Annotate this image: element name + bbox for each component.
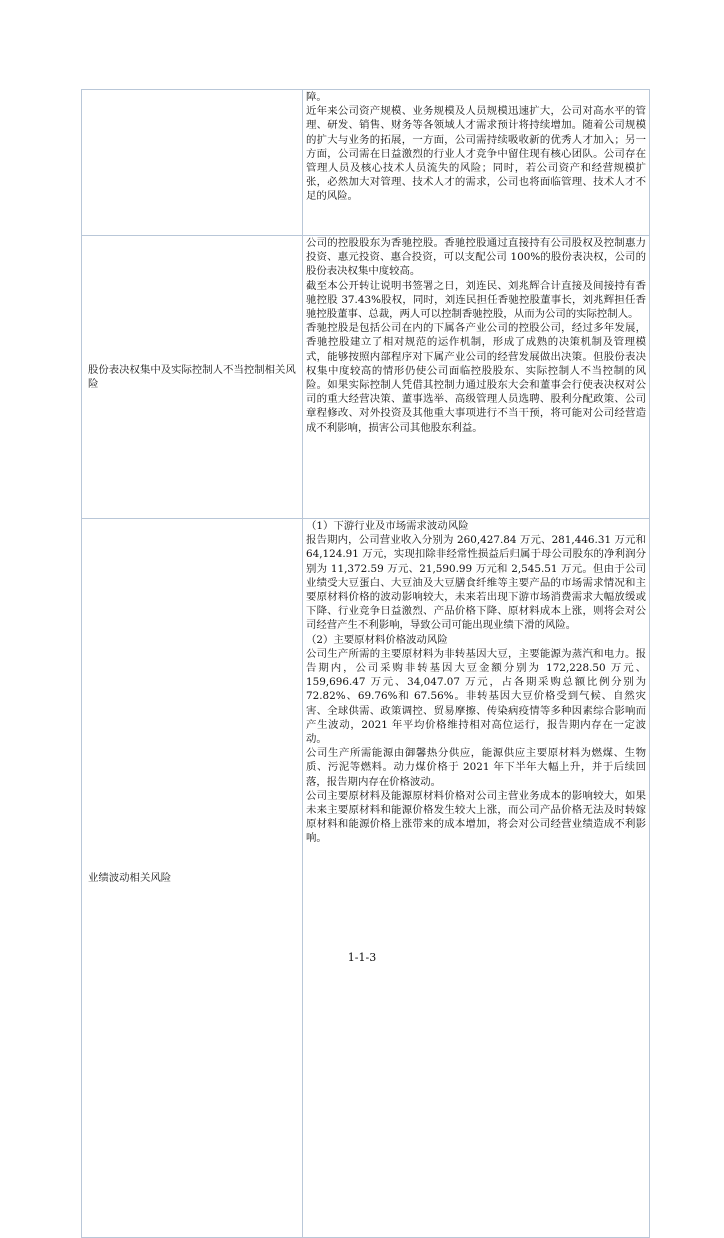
paragraph: 公司生产所需能源由御馨热分供应，能源供应主要原材料为燃煤、生物质、污泥等燃料。动力煤价格于 2021 年下半年大幅上升，并于后续回落，报告期内存在价格波动。 [306, 747, 646, 788]
subheading: （2）主要原材料价格波动风险 [306, 633, 448, 646]
paragraph: 报告期内，公司营业收入分别为 260,427.84 万元、281,446.31 万元和 64,124.91 万元，实现扣除非经常性损益后归属于母公司股东的净利润分别为 11,372.59 万元、21,590.99 万元和 2,545.51 万元。但由于公司业绩受大豆蛋白、大豆油及大豆膳食纤维等主要产品的市场需求情况和主要原材料价格的波动影响较大，未来若出现下游市场消费需求大幅放缓或下降、行业竞争日益激烈、产品价格下降、原材料成本上涨，则将会对公司经营产生不利影响，导致公司可能出现业绩下滑的风险。 [306, 534, 646, 632]
paragraph: 公司的控股股东为香驰控股。香驰控股通过直接持有公司股权及控制惠力投资、惠元投资、惠合投资，可以支配公司 100%的股份表决权，公司的股份表决权集中度较高。 [306, 237, 646, 278]
subheading: （1）下游行业及市场需求波动风险 [306, 520, 469, 532]
table-row [82, 519, 650, 1238]
paragraph: 障。 [306, 91, 327, 103]
risk-description-cell [303, 90, 650, 236]
risk-category-cell: 业绩波动相关风险 [82, 519, 303, 1238]
page-number: 1-1-3 [347, 951, 377, 964]
paragraph: 香驰控股是包括公司在内的下属各产业公司的控股公司，经过多年发展，香驰控股建立了相对规范的运作机制，形成了成熟的决策机制及管理模式，能够按照内部程序对下属产业公司的经营发展做出决策。但股份表决权集中度较高的情形仍使公司面临控股股东、实际控制人不当控制的风险。如果实际控制人凭借其控制力通过股东大会和董事会行使表决权对公司的重大经营决策、董事选举、高级管理人员选聘、股利分配政策、公司章程修改、对外投资及其他重大事项进行不当干预，将可能对公司经营造成不利影响，损害公司其他股东利益。 [306, 322, 646, 434]
paragraph: 公司主要原材料及能源原材料价格对公司主营业务成本的影响较大，如果未来主要原材料和能源价格发生较大上涨，而公司产品价格无法及时转嫁原材料和能源价格上涨带来的成本增加，将会对公司经营业绩造成不利影响。 [306, 789, 646, 845]
risk-category-cell: 股份表决权集中及实际控制人不当控制相关风险 [82, 236, 303, 519]
table-row [82, 236, 650, 519]
paragraph: 近年来公司资产规模、业务规模及人员规模迅速扩大，公司对高水平的管理、研发、销售、财务等各领域人才需求预计将持续增加。随着公司规模的扩大与业务的拓展，一方面，公司需持续吸收新的优秀人才加入；另一方面，公司需在日益激烈的行业人才竞争中留住现有核心团队。公司存在管理人员及核心技术人员流失的风险；同时，若公司资产和经营规模扩张，必然加大对管理、技术人才的需求，公司也将面临管理、技术人才不足的风险。 [306, 105, 646, 203]
paragraph: 截至本公开转让说明书签署之日，刘连民、刘兆辉合计直接及间接持有香驰控股 37.43%股权，同时，刘连民担任香驰控股董事长，刘兆辉担任香驰控股董事、总裁，两人可以控制香驰控股，从而为公司的实际控制人。 [306, 279, 646, 321]
table-row [82, 90, 650, 236]
risk-category-cell [82, 90, 303, 236]
risk-description-cell [303, 519, 650, 1238]
risk-description-cell [303, 236, 650, 519]
risk-table [81, 89, 650, 1238]
paragraph: 公司生产所需的主要原材料为非转基因大豆，主要能源为蒸汽和电力。报告期内，公司采购非转基因大豆金额分别为 172,228.50 万元、159,696.47 万元、34,047.07 万元，占各期采购总额比例分别为 72.82%、69.76%和 67.56%。非转基因大豆价格受到气候、自然灾害、全球供需、政策调控、贸易摩擦、传染病疫情等多种因素综合影响而产生波动，2021 年平均价格维持相对高位运行，报告期内存在一定波动。 [306, 647, 646, 746]
